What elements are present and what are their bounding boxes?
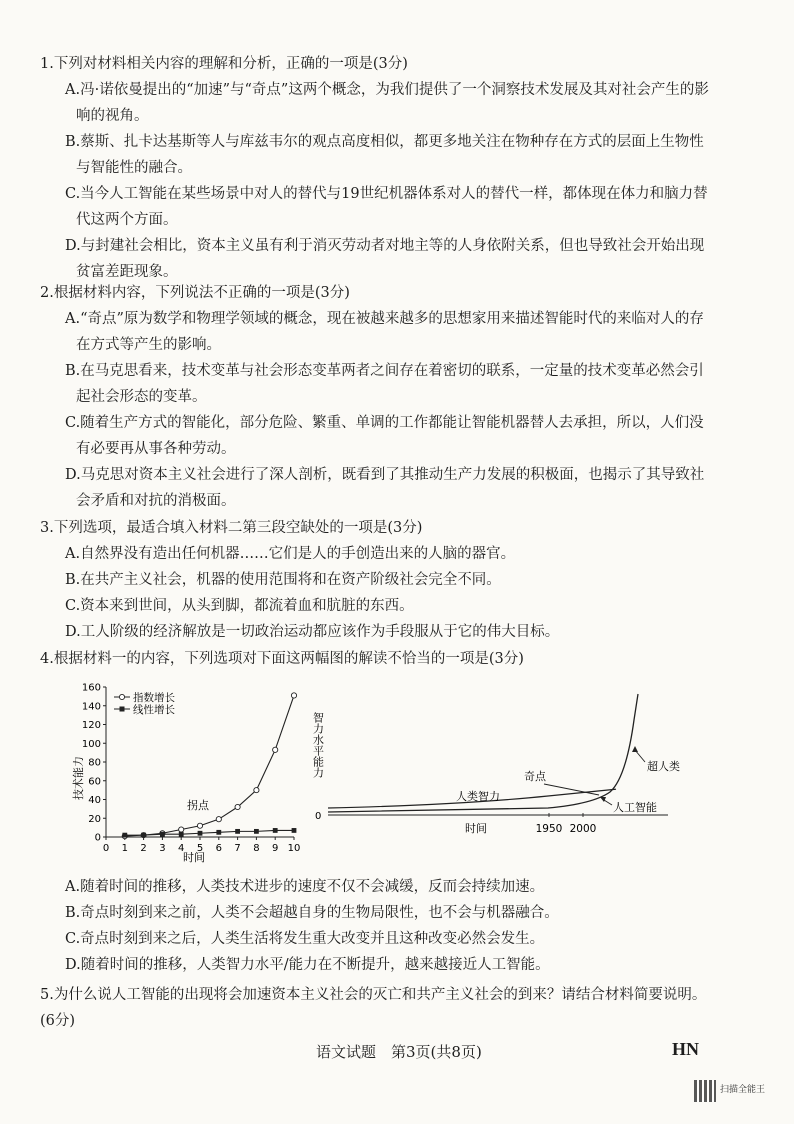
x-tick-label: 4: [178, 843, 185, 854]
option-a: A.随着时间的推移，人类技术进步的速度不仅不会减缓，反而会持续加速。: [65, 879, 545, 895]
exponential-point: [216, 817, 221, 822]
linear-point: [198, 831, 203, 836]
linear-growth-line: [125, 830, 294, 835]
linear-point: [273, 828, 278, 833]
exponential-point: [179, 827, 184, 832]
y-axis-label: 智力水平能力: [311, 712, 325, 778]
footer-code: HN: [672, 1039, 699, 1059]
singularity-chart: [308, 680, 688, 870]
growth-chart: [62, 678, 312, 868]
exponential-point: [273, 747, 278, 752]
exponential-growth-line: [125, 695, 294, 836]
legend-exponential: 指数增长: [133, 692, 175, 704]
x-tick-2000: 2000: [569, 823, 597, 835]
linear-point: [292, 828, 297, 833]
option-d: D.与封建社会相比，资本主义虽有利于消灭劳动者对地主等的人身依附关系，但也导致社会开始出现贫富差距现象。: [65, 238, 705, 280]
linear-point: [235, 829, 240, 834]
footer-page-info: 语文试题 第3页(共8页): [316, 1043, 482, 1061]
inflection-annotation: 拐点: [187, 799, 209, 812]
y-tick-label: 140: [81, 701, 101, 713]
question-5: [40, 982, 710, 1034]
x-tick-label: 8: [253, 843, 260, 854]
option-c: C.资本来到世间，从头到脚，都流着血和肮脏的东西。: [65, 598, 414, 614]
option-d: D.工人阶级的经济解放是一切政治运动都应该作为手段服从于它的伟大目标。: [65, 624, 560, 640]
singularity-annotation: 奇点: [524, 770, 546, 783]
question-stem: 2.根据材料内容，下列说法不正确的一项是(3分): [40, 285, 350, 301]
option-b: B.在共产主义社会，机器的使用范围将和在资产阶级社会完全不同。: [65, 572, 501, 588]
y-tick-label: 60: [88, 776, 101, 788]
y-tick-label: 120: [81, 720, 101, 731]
y-tick-label: 80: [88, 757, 101, 769]
x-tick-label: 3: [159, 843, 166, 854]
question-4-options: [40, 874, 710, 978]
linear-point: [254, 829, 259, 834]
option-d: D.随着时间的推移，人类智力水平/能力在不断提升，越来越接近人工智能。: [65, 957, 550, 973]
linear-point: [122, 833, 127, 838]
y-tick-label: 0: [94, 832, 101, 844]
x-tick-label: 5: [196, 843, 204, 854]
y-tick-label: 40: [88, 795, 101, 806]
option-b: B.蔡斯、扎卡达基斯等人与库兹韦尔的观点高度相似，都更多地关注在物种存在方式的层面上生物性与智能性的融合。: [65, 134, 704, 176]
qr-code-icon: [694, 1080, 716, 1102]
x-tick-1950: 1950: [535, 823, 563, 835]
x-tick-label: 6: [215, 843, 222, 854]
question-stem: 3.下列选项，最适合填入材料二第三段空缺处的一项是(3分): [40, 520, 423, 536]
x-tick-label: 10: [287, 843, 301, 854]
option-d: D.马克思对资本主义社会进行了深人剖析，既看到了其推动生产力发展的积极面，也揭示了其导致社会矛盾和对抗的消极面。: [65, 467, 705, 509]
y-tick-0: 0: [315, 811, 322, 822]
option-c: C.奇点时刻到来之后，人类生活将发生重大改变并且这种改变必然会发生。: [65, 931, 545, 947]
x-axis-label: 时间: [465, 822, 487, 835]
x-axis-label: 时间: [183, 851, 205, 864]
option-a: A.冯·诺依曼提出的“加速”与“奇点”这两个概念，为我们提供了一个洞察技术发展及其对社会产生的影响的视角。: [65, 82, 709, 124]
x-tick-label: 7: [234, 843, 241, 854]
question-4-stem: [40, 646, 710, 672]
option-c: C.当今人工智能在某些场景中对人的替代与19世纪机器体系对人的替代一样，都体现在体力和脑力替代这两个方面。: [65, 186, 708, 228]
question-3: [40, 515, 710, 645]
question-stem: 4.根据材料一的内容，下列选项对下面这两幅图的解读不恰当的一项是(3分): [40, 651, 524, 667]
x-tick-label: 1: [121, 843, 128, 854]
option-b: B.在马克思看来，技术变革与社会形态变革两者之间存在着密切的联系，一定量的技术变革必然会引起社会形态的变革。: [65, 363, 704, 405]
x-tick-label: 9: [272, 843, 279, 854]
question-stem: 1.下列对材料相关内容的理解和分析，正确的一项是(3分): [40, 56, 408, 72]
watermark-text: 扫描全能王: [720, 1085, 766, 1095]
exponential-point: [254, 788, 259, 793]
linear-point: [160, 832, 165, 837]
option-c: C.随着生产方式的智能化，部分危险、繁重、单调的工作都能让智能机器替人去承担，所以，人们没有必要再从事各种劳动。: [65, 415, 704, 457]
x-tick-label: 0: [102, 843, 110, 854]
option-b: B.奇点时刻到来之前，人类不会超越自身的生物局限性，也不会与机器融合。: [65, 905, 559, 921]
legend-linear: 线性增长: [133, 704, 175, 716]
human-intelligence-label: 人类智力: [456, 790, 500, 803]
question-1: [40, 51, 710, 285]
exponential-point: [197, 823, 202, 828]
question-stem: 5.为什么说人工智能的出现将会加速资本主义社会的灭亡和共产主义社会的到来？请结合材料简要说明。(6分): [40, 987, 707, 1029]
y-tick-label: 100: [81, 738, 101, 750]
y-tick-label: 160: [81, 682, 101, 694]
ai-label: 人工智能: [613, 801, 657, 814]
option-a: A.“奇点”原为数学和物理学领域的概念，现在被越来越多的思想家用来描述智能时代的来临对人的存在方式等产生的影响。: [65, 311, 704, 353]
x-tick-label: 2: [140, 843, 147, 854]
superhuman-annotation: 超人类: [647, 760, 680, 773]
linear-point: [141, 833, 146, 838]
linear-point: [216, 830, 221, 835]
y-tick-label: 20: [88, 813, 101, 825]
exponential-point: [291, 693, 296, 698]
option-a: A.自然界没有造出任何机器……它们是人的手创造出来的人脑的器官。: [65, 546, 516, 562]
scanner-watermark: [694, 1080, 786, 1110]
exponential-point: [235, 804, 240, 809]
linear-point: [179, 832, 184, 837]
y-axis-label: 技术能力: [72, 756, 85, 800]
question-2: [40, 280, 710, 514]
